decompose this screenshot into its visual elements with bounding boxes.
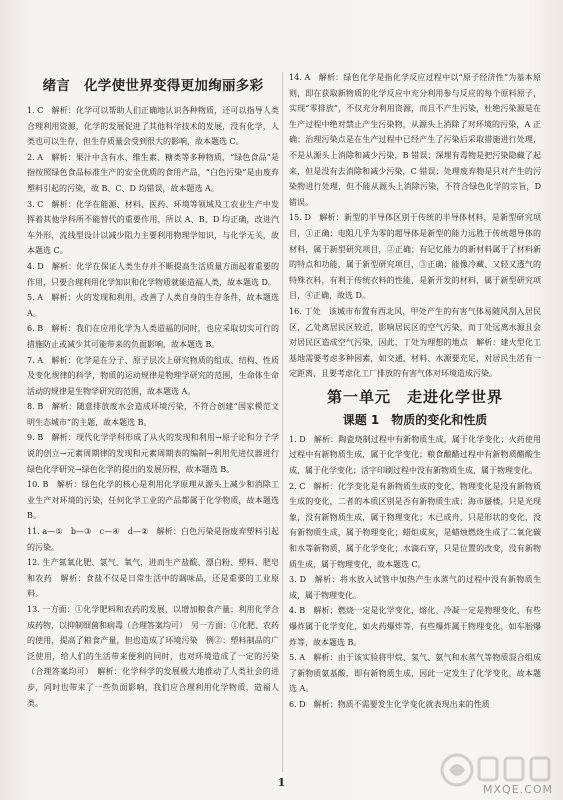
answer-item: 3. C 解析：化学在能源、材料、医药、环境等领域及工农业生产中发挥着其他学科所不能替代的重要作用，所以 A、B、D 均正确，改进汽车外形，流线型设计以减少阻力主要利用物理学知识，与化学无关，故本题选 C。 — [27, 199, 279, 256]
answer-item: 15. D 解析：新型的半导体区别于传统的半导体材料，是新型研究项目，①正确；电阻几乎为零的超导体是新型的能力远胜于传统超导体的材料，属于新型研究项目，②正确；有记忆能力的新材料属于了材料新的特点和功能，属于新型研究项目，③正确；能像冷藏、又轻又透气的特殊衣料，有利于传统衣料的性能，是新开发的材料，属于新型研究项目，④正确，故选 D。 — [289, 213, 541, 301]
page-number: 1 — [277, 776, 286, 789]
right-column — [289, 70, 541, 713]
answer-item: 1. C 解析：化学可以帮助人们正确地认识各种物质，还可以指导人类合理利用资源，化学的发展促进了其他科学技术的发展，没有化学，人类也可以生存，但生存质量会受到很大的影响，故本题选 C。 — [27, 106, 279, 147]
answer-item: 6. D 解析：物质不需要发生化学变化就表现出来的性质 — [289, 699, 490, 709]
answer-item: 4. B 解析：燃烧一定是化学变化，熔化、冷凝一定是物理变化，有些爆炸属于化学变化，如火药爆炸等，有些爆炸属于物理变化，如车胎爆炸等，故本题选 B。 — [289, 606, 541, 647]
answer-item: 5. A 解析：火的发现和利用，改善了人类自身的生存条件，故本题选 A。 — [27, 293, 279, 318]
column-divider — [282, 72, 283, 772]
answer-item: 4. D 解析：化学在保证人类生存并不断提高生活质量方面起着重要的作用，只要合理利用化学知识和化学物质就能造福人类，故本题选 D。 — [27, 261, 279, 287]
answer-item: 13. 一方面：①化学肥料和农药的发展，以增加粮食产量；利用化学合成药物，以抑制细菌和病毒（合理答案均可） 另一方面：①化肥、农药的使用，提高了粮食产量，但也造成了环境污染 例②：塑料制品的广泛使用，给人们的生活带来便利的同时，也对环境造成了一定的污染（合理答案均可） 解析：化学科学的发展极大地推动了人类社会的进步，同时也带来了一些负面影响，我们应合理利用化学物质，造福人类。 — [27, 605, 279, 708]
answer-item: 3. D 解析：将水放入试管中加热产生水蒸气的过程中没有新物质生成，属于物理变化。 — [289, 575, 541, 600]
answer-item: 14. A 解析：绿色化学是指化学反应过程中以“原子经济性”为基本原则，即在获取新物质的化学反应中充分利用参与反应的每个原料原子，实现“零排放”，不仅充分利用资源，而且不产生污染，杜绝污染源是在生产过程中绝对禁止产生污染物，从源头上消除了对环境的污染，A 正确；治理污染点是在生产过程中已经产生了污染后采取措施进行处理，不是从源头上消除和减少污染，B 错误；深埋有毒物是把污染隐藏了起来，但是没有去消除和减少污染，C 错误；处理废弃物是只对产生的污染物进行处理，但不能从源头上消除污染，不符合绿色化学的宗旨，D 错误。 — [289, 73, 541, 207]
answer-item: 10. B 解析：绿色化学的核心是利用化学原理从源头上减少和消除工业生产对环境的污染，任何化学工业的产品都属于化学物质，故本题选 B。 — [27, 480, 279, 521]
chapter-title: 绪言 化学使世界变得更加绚丽多彩 — [42, 78, 264, 94]
watermark-text: MXQE.COM — [483, 783, 553, 796]
answer-item: 5. A 解析：由于该实验将甲烷、氢气、氨气和水蒸气等物质混合组成了新物质氨基酸，即有新物质生成，因此一定发生了化学变化，故本题选 A。 — [289, 653, 541, 694]
answer-item: 16. 丁处 该城市布置有西北风，甲处产生的有害气体易随风刮入居民区，乙处离居民区较近，影响居民区的空气污染，而丁处远离水源且会对居民区造成空气污染，因此，丁处为理想的地点 解析：建火型化工基地需要考虑多种因素，如交通、材料、水源要充足，对居民生活有一定距离，且要考虑化工厂排放的有害气体对环境造成污染。 — [289, 306, 541, 379]
answer-item: 7. A 解析：化学是在分子、原子层次上研究物质的组成、结构、性质及变化规律的科学，物质的运动规律是物理学研究的范围，生命体生命活动的规律是生物学研究的范围，故本题选 A。 — [27, 355, 279, 396]
answer-item: 11. a—① b—③ c—④ d—② 解析：白色污染是指废弃塑料引起的污染。 — [27, 527, 279, 552]
answer-item: 9. B 解析：现代化学学科形成了从火的发现和利用→原子论和分子学说的创立→元素周期律的发现和元素周期表的编制→利用先进仪器进行绿色化学研究→绿色化学的提出的发展历程，故本题选 B。 — [27, 433, 279, 474]
left-column — [27, 70, 279, 711]
answer-item: 6. B 解析：我们在应用化学为人类造福的同时，也应采取切实可行的措施防止或减少其可能带来的负面影响，故本题选 B。 — [27, 324, 279, 349]
answer-item: 8. B 解析：随意排放废水会造成环境污染，不符合创建“国家模范文明生态城市”的主题，故本题选 B。 — [27, 402, 279, 427]
answer-item: 12. 生产氮氧化肥、氯气、氧气，进而生产盐酸、漂白粉、塑料、肥皂和农药 解析：食盐不仅是日常生活中的调味品，还是重要的工业原料。 — [27, 558, 279, 599]
answer-item: 1. D 解析：陶瓷烧制过程中有新物质生成，属于化学变化；火药使用过程中有新物质生成，属于化学变化；粮食酿醋过程中有新物质醋酸生成，属于化学变化；活字印刷过程中没有新物质生成，属于物理变化。 — [289, 434, 541, 476]
answer-item: 2. A 解析：果汁中含有水、维生素、糖类等多种物质，“绿色食品”是指按照绿色食品标准生产的安全优质的食用产品，“白色污染”是由废弃塑料引起的污染，故 B、C、D 均错误，故本题选 A。 — [27, 152, 279, 193]
lesson-title: 课题 1 物质的变化和性质 — [342, 412, 488, 427]
answer-item: 2. C 解析：化学变化是有新物质生成的变化，物理变化是没有新物质生成的变化，二者的本质区别是否有新物质生成；海市蜃楼，只是光现象，没有新物质生成，属于物理变化；木已成舟，只是形状的变化，没有新物质生成，属于物理变化；蜡炬成灰，是蜡烛燃烧生成了二氧化碳和水等新物质，属于化学变化；水滴石穿，只是位置的改变，没有新物质生成，属于物理变化，故本题选 C。 — [289, 481, 541, 569]
unit-title: 第一单元 走进化学世界 — [326, 387, 503, 406]
